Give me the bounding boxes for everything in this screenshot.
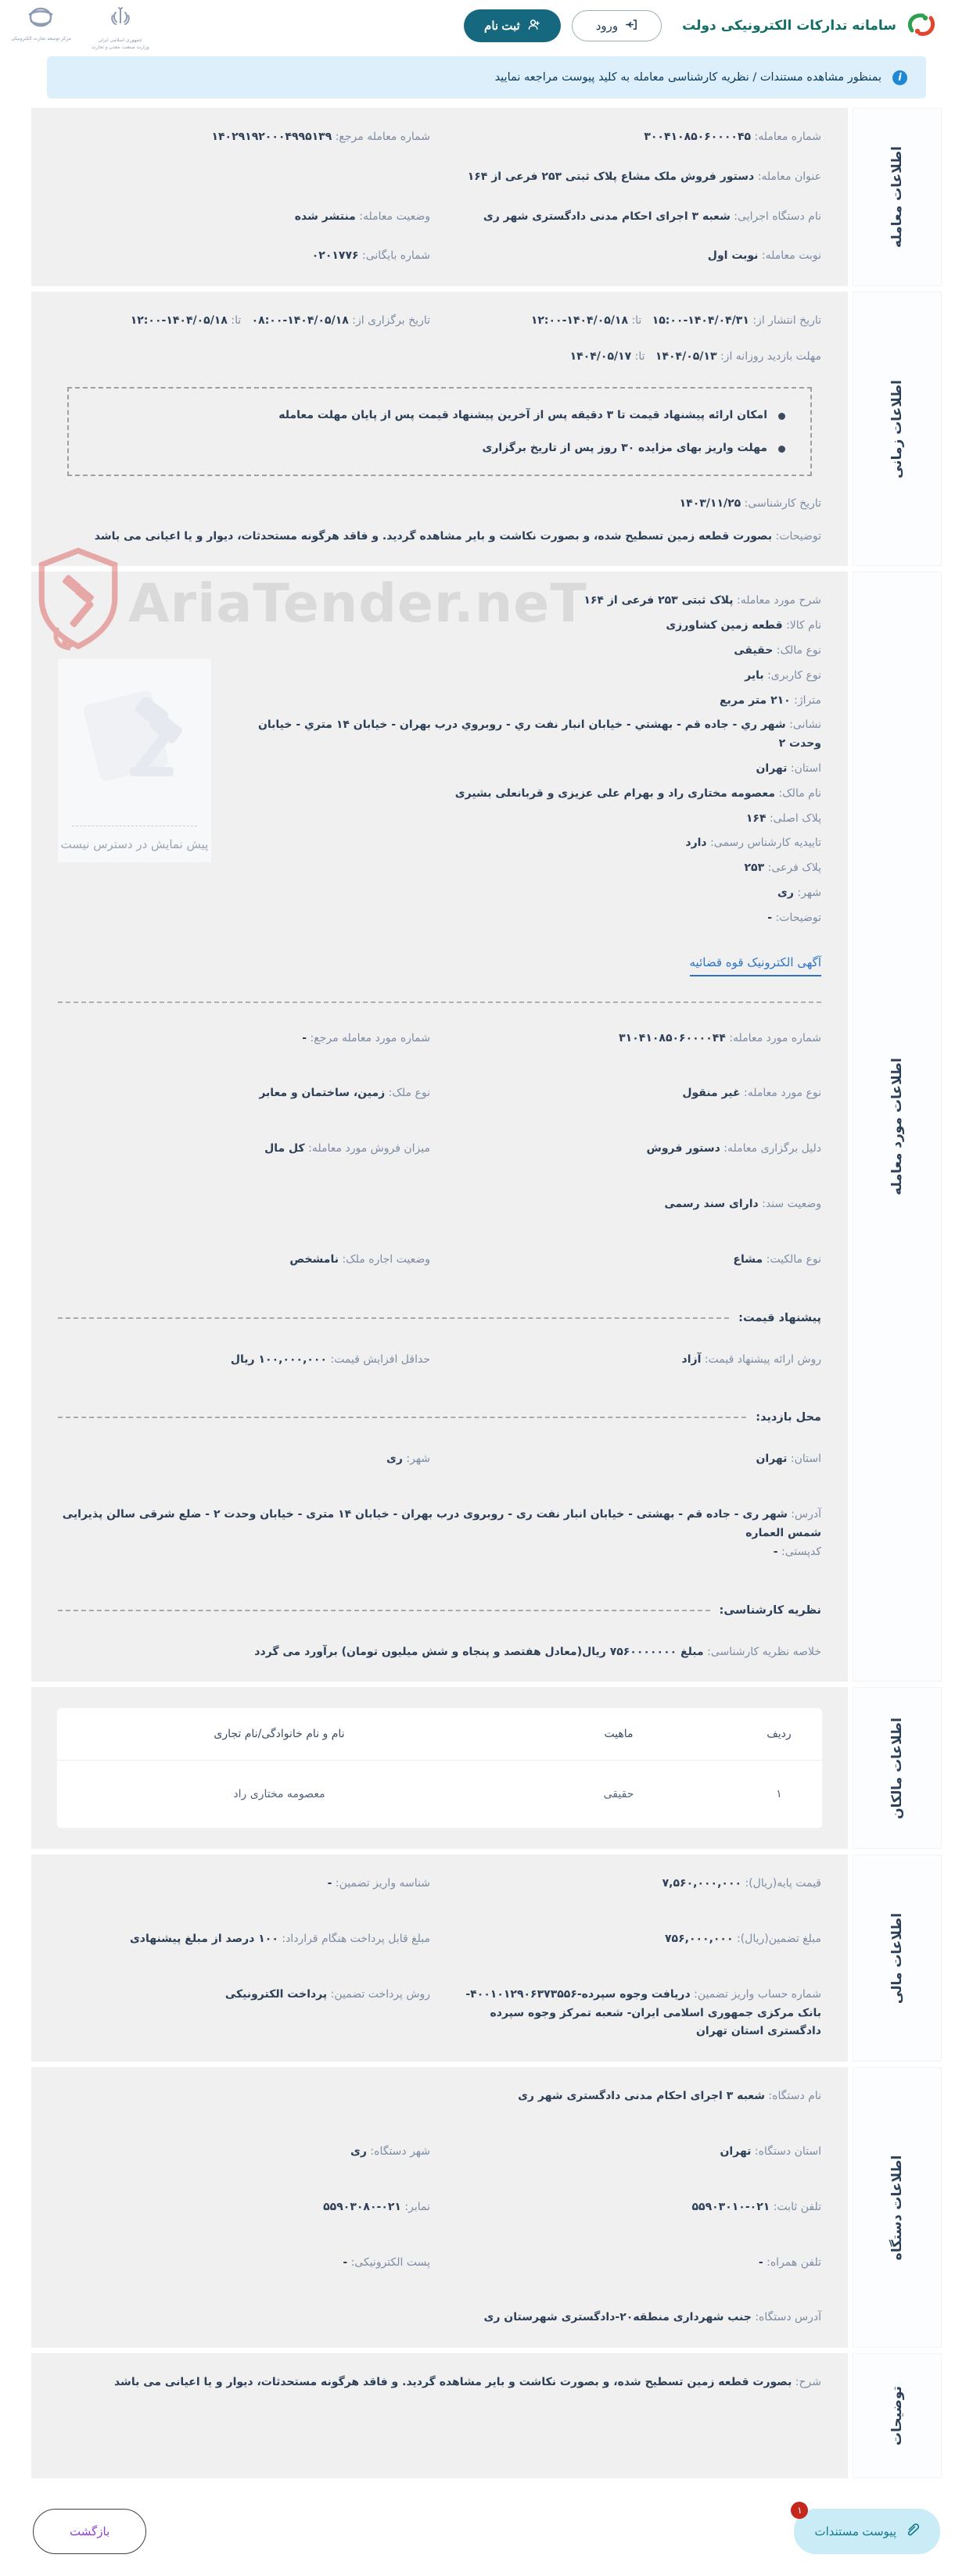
col-owner-name: نام و نام خانوادگی/نام تجاری — [214, 1728, 345, 1741]
section-label-descriptions: توضیحات — [853, 2353, 942, 2478]
add-user-icon — [527, 18, 540, 34]
field-deal-ref-number: شماره معامله مرجع: ۱۴۰۲۹۱۹۲۰۰۰۴۹۹۵۱۳۹ — [211, 131, 430, 143]
top-header — [0, 0, 973, 52]
dashed-line — [58, 1610, 710, 1611]
org-logos — [11, 2, 149, 51]
section-deal-subject — [31, 571, 942, 1682]
field-area: متراژ: ۲۱۰ متر مربع — [720, 693, 821, 707]
field-offer-method: روش ارائه پیشنهاد قیمت: آزاد — [681, 1352, 821, 1366]
footer — [33, 2505, 940, 2554]
section-label-agency: اطلاعات دستگاه — [853, 2067, 942, 2348]
field-estate-type: نوع ملک: زمین، ساختمان و معابر — [259, 1087, 430, 1100]
field-payable-on-contract: مبلغ قابل پرداخت هنگام قرارداد: ۱۰۰ درصد از مبلغ پیشنهادی — [129, 1933, 430, 1946]
field-agency-city: شهر دستگاه: ری — [350, 2145, 430, 2159]
field-expert-approval: تاییدیه کارشناس رسمی: دارد — [685, 837, 821, 850]
auction-rules-box — [67, 387, 812, 476]
paperclip-icon — [904, 2522, 920, 2541]
section-label-deal: اطلاعات معامله — [853, 108, 942, 286]
attach-documents-button[interactable]: ۱ پیوست مستندات — [794, 2509, 940, 2554]
notice-bar — [47, 56, 926, 99]
field-agency-province: استان دستگاه: تهران — [720, 2145, 821, 2159]
field-agency-email: پست الکترونیکی: - — [343, 2255, 430, 2269]
ecommerce-center-logo — [11, 6, 71, 42]
section-descriptions — [31, 2353, 942, 2478]
register-button[interactable]: ثبت نام — [464, 9, 561, 42]
field-visit-dates: مهلت بازدید روزانه از: ۱۴۰۴/۰۵/۱۳ تا: ۱۴۰۴/۰۵/۱۷ — [569, 349, 821, 363]
field-agency-mobile: تلفن همراه: - — [758, 2255, 821, 2269]
field-deal-number: شماره معامله: ۳۰۰۴۱۰۸۵۰۶۰۰۰۰۴۵ — [644, 131, 821, 143]
attachment-count-badge: ۱ — [791, 2502, 808, 2519]
heading-price-offer: پیشنهاد قیمت: — [58, 1312, 821, 1324]
field-description-text: شرح: بصورت قطعه زمین تسطیح شده، و بصورت نکاشت و بایر مشاهده گردید. و فاقد هرگونه مستحدثات، دیوار و یا اعیانی می باشد — [113, 2376, 821, 2389]
section-deal-info — [31, 108, 942, 286]
cell-owner-name: معصومه مختاری راد — [233, 1788, 325, 1801]
app-title: سامانه تدارکات الکترونیکی دولت — [682, 18, 896, 34]
field-subject-description: شرح مورد معامله: پلاک ثبتی ۲۵۳ فرعی از ۱۶۴ — [583, 594, 821, 607]
info-icon: i — [892, 70, 907, 85]
field-owner-name: نام مالک: معصومه مختاری راد و بهرام علی عزیزی و قربانعلی بشیری — [454, 786, 821, 800]
iran-emblem-icon — [109, 6, 132, 34]
table-row — [57, 1760, 822, 1828]
heading-visit-place: محل بازدید: — [58, 1411, 821, 1424]
owners-table-header — [57, 1708, 822, 1760]
dashed-divider — [58, 1001, 821, 1003]
section-time-info — [31, 292, 942, 566]
judiciary-ad-link[interactable]: آگهی الکترونیک قوه قضائیه — [690, 955, 822, 976]
col-row-number: ردیف — [767, 1728, 792, 1741]
field-usage-type: نوع کاربری: بایر — [745, 668, 821, 682]
dashed-line — [58, 1417, 746, 1418]
field-holding-reason: دلیل برگزاری معامله: دستور فروش — [646, 1142, 821, 1155]
back-button[interactable]: بازگشت — [33, 2509, 146, 2554]
field-archive-number: شماره بایگانی: ۰۲۰۱۷۷۶ — [311, 249, 430, 263]
gavel-placeholder-icon — [75, 673, 200, 794]
image-preview-placeholder — [58, 659, 211, 862]
field-expert-summary: خلاصه نظریه کارشناسی: مبلغ ۷۵۶۰۰۰۰۰۰۰ ریال(معادل هفتصد و پنجاه و شش میلیون تومان) برآورد می گردد — [254, 1645, 821, 1658]
field-time-description: توضیحات: بصورت قطعه زمین تسطیح شده، و بصورت نکاشت و بایر مشاهده گردید. و فاقد هرگونه مستحدثات، دیوار و یا اعیانی می باشد — [94, 529, 821, 543]
field-guarantee-pay-method: روش پرداخت تضمین: پرداخت الکترونیکی — [224, 1987, 430, 2001]
cell-entity-type: حقیقی — [603, 1788, 634, 1801]
field-visit-city: شهر: ری — [386, 1453, 430, 1466]
field-rent-status: وضعیت اجاره ملک: نامشخص — [289, 1252, 430, 1266]
preview-caption: پیش نمایش در دسترس نیست — [60, 837, 209, 852]
field-expert-date: تاریخ کارشناسی: ۱۴۰۳/۱۱/۲۵ — [679, 496, 821, 510]
section-owners-info — [31, 1687, 942, 1849]
field-agency-name: نام دستگاه: شعبه ۳ اجرای احکام مدنی دادگستری شهر ری — [518, 2090, 821, 2103]
notice-text: بمنظور مشاهده مستندات / نظریه کارشناسی معامله به کلید پیوست مراجعه نمایید — [494, 71, 881, 84]
field-guarantee-account: شماره حساب واریز تضمین: دریافت وجوه سپرده-۴۰۰۱۰۱۲۹۰۶۳۷۳۵۵۶- بانک مرکزی جمهوری اسلامی ایران- شعبه تمرکز وجوه سپرده دادگستری استان تهران — [465, 1987, 821, 2038]
heading-expert-opinion: نظریه کارشناسی: — [58, 1604, 821, 1617]
col-entity-type: ماهیت — [604, 1728, 634, 1741]
field-item-number: شماره مورد معامله: ۳۱۰۴۱۰۸۵۰۶۰۰۰۰۴۴ — [619, 1031, 821, 1044]
field-visit-address: آدرس: شهر ری - جاده قم - بهشتی - خیابان انبار نفت ری - روبروی درب بهران - خیابان ۱۴ متری - خیابان وحدت ۲ - ضلع شرقی سالن پذیرایی شمس العماره کدپستی: - — [62, 1508, 821, 1558]
section-label-time: اطلاعات زمانی — [853, 292, 942, 566]
bullet-icon — [778, 413, 785, 420]
field-subject-notes: توضیحات: - — [767, 911, 821, 924]
field-min-increase: حداقل افزایش قیمت: ۱۰۰,۰۰۰,۰۰۰ ریال — [230, 1352, 430, 1366]
section-label-owners: اطلاعات مالکان — [853, 1687, 942, 1849]
field-ownership-type: نوع مالکیت: مشاع — [733, 1252, 821, 1266]
field-sub-plate: پلاک فرعی: ۲۵۳ — [744, 862, 821, 875]
field-exec-org: نام دستگاه اجرایی: شعبه ۳ اجرای احکام مدنی دادگستری شهر ری — [483, 210, 821, 223]
section-label-financial: اطلاعات مالی — [853, 1854, 942, 2062]
setad-logo-icon — [904, 7, 939, 45]
ministry-caption: جمهوری اسلامی ایران وزارت صنعت، معدن و تجارت — [91, 37, 149, 50]
section-label-subject: اطلاعات مورد معامله — [853, 571, 942, 1682]
field-item-name: نام کالا: قطعه زمین کشاورزی — [666, 619, 821, 632]
section-financial-info — [31, 1854, 942, 2062]
owners-table — [56, 1707, 823, 1829]
field-deal-round: نوبت معامله: نوبت اول — [707, 249, 821, 263]
field-city: شهر: ری — [777, 886, 821, 899]
field-agency-phone: تلفن ثابت: ۰۲۱-۵۵۹۰۳۰۱۰ — [691, 2200, 821, 2213]
field-item-ref-number: شماره مورد معامله مرجع: - — [302, 1031, 430, 1044]
field-deal-title: عنوان معامله: دستور فروش ملک مشاع پلاک ثبتی ۲۵۳ فرعی از ۱۶۴ — [467, 170, 821, 183]
bullet-icon — [778, 446, 785, 453]
globe-icon — [24, 6, 57, 33]
field-doc-status: وضعیت سند: دارای سند رسمی — [664, 1197, 821, 1210]
rule-item: امکان ارائه پیشنهاد قیمت تا ۳ دقیقه پس از آخرین پیشنهاد قیمت پس از پایان مهلت معامله — [94, 409, 785, 421]
field-agency-fax: نمابر: ۰۲۱-۵۵۹۰۳۰۸۰ — [323, 2200, 430, 2213]
field-main-plate: پلاک اصلی: ۱۶۴ — [745, 811, 821, 825]
field-location: نشانی: شهر ري - جاده قم - بهشتي - خيابان انبار نفت ري - روبروي درب بهران - خيابان ۱۴ متري - خيابان وحدت ۲ — [257, 718, 821, 751]
login-button[interactable]: ورود — [572, 10, 662, 41]
field-deposit-id: شناسه واریز تضمین: - — [327, 1877, 430, 1890]
field-owner-type: نوع مالک: حقیقی — [734, 643, 821, 657]
ecommerce-caption: مرکز توسعه تجارت الکترونیکی — [11, 35, 71, 41]
dashed-line — [58, 1317, 729, 1319]
login-icon — [624, 18, 637, 34]
field-province: استان: تهران — [756, 761, 821, 775]
field-agency-address: آدرس دستگاه: جنب شهرداری منطقه۲۰-دادگستری شهرستان ری — [483, 2311, 821, 2324]
field-base-price: قیمت پایه(ریال): ۷,۵۶۰,۰۰۰,۰۰۰ — [662, 1877, 821, 1890]
section-agency-info — [31, 2067, 942, 2348]
field-holding-dates: تاریخ برگزاری از: ۱۴۰۴/۰۵/۱۸-۰۸:۰۰ تا: ۱۴۰۴/۰۵/۱۸-۱۲:۰۰ — [130, 314, 430, 328]
watermark-text: AriaTender.neT — [128, 572, 587, 635]
brand — [682, 7, 939, 45]
rule-item: مهلت واریز بهای مزایده ۳۰ روز پس از تاریخ برگزاری — [94, 442, 785, 454]
field-guarantee-amount: مبلغ تضمین(ریال): ۷۵۶,۰۰۰,۰۰۰ — [664, 1933, 821, 1946]
field-publish-dates: تاریخ انتشار از: ۱۴۰۴/۰۴/۳۱-۱۵:۰۰ تا: ۱۴۰۴/۰۵/۱۸-۱۲:۰۰ — [530, 314, 821, 328]
cell-row-number: ۱ — [776, 1788, 782, 1801]
field-item-type: نوع مورد معامله: غیر منقول — [682, 1087, 821, 1100]
ministry-logo — [92, 6, 149, 51]
field-sale-amount: میزان فروش مورد معامله: کل مال — [264, 1142, 430, 1155]
field-visit-province: استان: تهران — [756, 1453, 821, 1466]
field-deal-status: وضعیت معامله: منتشر شده — [294, 210, 430, 223]
